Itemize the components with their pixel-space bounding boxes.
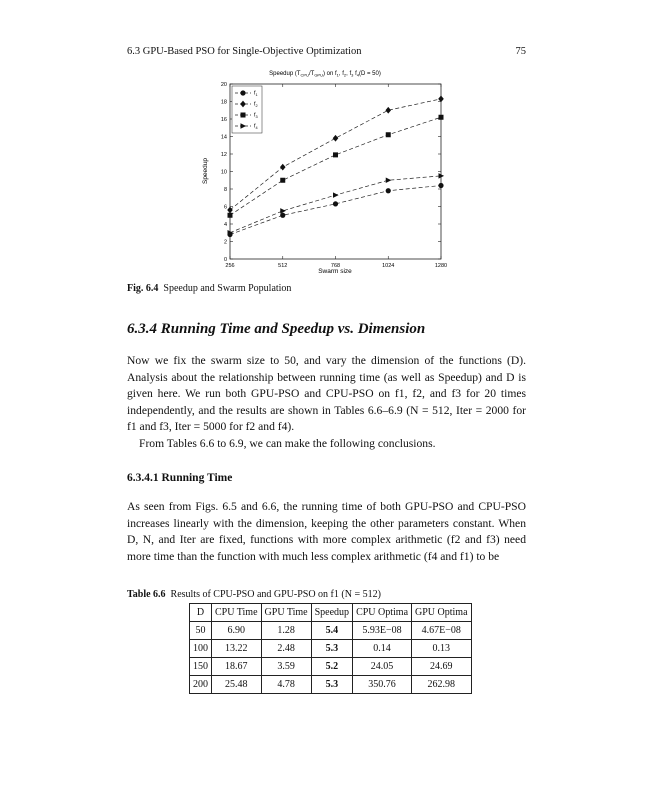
y-axis-label: Speedup [202, 157, 209, 185]
figure-caption [127, 283, 291, 294]
y-tick-label: 20 [220, 82, 227, 88]
table-cell: 5.93E−08 [353, 622, 412, 640]
table-cell: 50 [190, 622, 212, 640]
table-cell: 4.78 [261, 676, 311, 694]
point-circle [333, 201, 338, 206]
legend-label: $f_3$ [254, 112, 258, 120]
y-tick-label: 0 [223, 257, 227, 263]
col-header: CPU Time [212, 604, 262, 622]
x-tick-label: 1024 [382, 263, 395, 269]
legend [232, 86, 262, 133]
table-cell: 0.14 [353, 640, 412, 658]
y-tick-label: 4 [223, 222, 227, 228]
figure-label: Fig. 6.4 [127, 283, 159, 294]
y-tick-label: 10 [220, 169, 227, 176]
y-tick-label: 14 [220, 134, 227, 141]
table-cell: 1.28 [261, 622, 311, 640]
series-line-f1 [230, 186, 441, 235]
legend-label: $f_2$ [254, 101, 258, 109]
point-square [241, 113, 246, 118]
col-header: Speedup [311, 604, 352, 622]
point-square [439, 115, 444, 120]
x-tick-label: 256 [225, 263, 235, 269]
table-cell: 150 [190, 658, 212, 676]
running-head [127, 46, 526, 57]
page-number: 75 [515, 46, 526, 57]
table-cell: 3.59 [261, 658, 311, 676]
point-circle [438, 183, 443, 188]
section-body [127, 353, 526, 452]
col-header: CPU Optima [353, 604, 412, 622]
table-cell: 2.48 [261, 640, 311, 658]
table-row [190, 658, 472, 676]
y-tick-label: 8 [223, 187, 227, 193]
col-header: GPU Time [261, 604, 311, 622]
chart-title: Speedup $(T_{CPU}/T_{GPU})$ on $f_1$, $f_2$, $f_3$ $f_4(D = 50)$ [269, 71, 381, 78]
table-row [190, 622, 472, 640]
point-triangle [386, 177, 392, 183]
table-cell: 5.3 [311, 640, 352, 658]
x-tick-label: 768 [330, 263, 341, 269]
y-tick-label: 6 [223, 204, 227, 211]
table-cell: 100 [190, 640, 212, 658]
x-tick-label: 1280 [434, 263, 448, 269]
figure-caption-text: Speedup and Swarm Population [163, 283, 292, 294]
table-cell: 4.67E−08 [412, 622, 472, 640]
table-cell: 5.4 [311, 622, 352, 640]
point-circle [240, 90, 245, 95]
table-row [190, 676, 472, 694]
table-cell: 25.48 [212, 676, 262, 694]
results-table-wrap [189, 603, 472, 694]
col-header: D [190, 604, 212, 622]
paragraph-3: As seen from Figs. 6.5 and 6.6, the running time of both GPU-PSO and CPU-PSO increases linearly with the dimension, keeping the other parameters constant. When D, N, and Iter are fixed, functions with more complex arithmetic (f2 and f3) need more time than the function with much less complex arithmetic (f4 and f1) to be [127, 500, 526, 563]
table-cell: 24.05 [353, 658, 412, 676]
y-tick-label: 2 [223, 239, 227, 246]
subsection-title: 6.3.4.1 Running Time [127, 472, 233, 484]
point-triangle [333, 192, 339, 198]
col-header: GPU Optima [412, 604, 472, 622]
point-diamond [333, 135, 339, 142]
y-tick-label: 12 [220, 152, 227, 158]
table-cell: 5.3 [311, 676, 352, 694]
point-square [280, 178, 285, 183]
results-table [189, 603, 472, 694]
table-cell: 13.22 [212, 640, 262, 658]
point-square [333, 152, 338, 157]
speedup-chart [195, 64, 455, 279]
y-tick-label: 16 [220, 117, 227, 123]
point-circle [386, 188, 391, 193]
table-cell: 6.90 [212, 622, 262, 640]
table-label: Table 6.6 [127, 589, 166, 600]
table-cell: 200 [190, 676, 212, 694]
point-diamond [280, 164, 286, 171]
table-header-row [190, 604, 472, 622]
table-row [190, 640, 472, 658]
table-cell: 24.69 [412, 658, 472, 676]
table-cell: 5.2 [311, 658, 352, 676]
point-square [228, 213, 233, 218]
table-cell: 0.13 [412, 640, 472, 658]
table-cell: 262.98 [412, 676, 472, 694]
point-circle [280, 213, 285, 218]
section-title: 6.3.4 Running Time and Speedup vs. Dimension [127, 321, 426, 337]
table-cell: 18.67 [212, 658, 262, 676]
table-cell: 350.76 [353, 676, 412, 694]
point-square [386, 132, 391, 137]
subsection-body [127, 499, 526, 565]
point-diamond [385, 107, 391, 114]
table-caption-text: Results of CPU-PSO and GPU-PSO on f1 (N = 512) [170, 589, 381, 600]
legend-label: $f_1$ [254, 90, 258, 98]
running-head-title: 6.3 GPU-Based PSO for Single-Objective Optimization [127, 46, 362, 57]
table-caption [127, 589, 381, 600]
y-tick-label: 18 [220, 99, 227, 106]
x-axis-label: Swarm size [318, 268, 352, 275]
point-diamond [227, 207, 233, 214]
paragraph-2: From Tables 6.6 to 6.9, we can make the following conclusions. [139, 436, 436, 450]
legend-label: $f_4$ [254, 123, 258, 131]
paragraph-1: Now we fix the swarm size to 50, and vary the dimension of the functions (D). Analysis about the relationship between running time (as well as Speedup) and D is given here. We run both GPU-PSO and CPU-PSO on f1, f2, and f3 for 20 times independently, and the results are shown in Tables 6.6–6.9 (N = 512, Iter = 2000 for f1 and f3, Iter = 5000 for f2 and f4). [127, 354, 526, 433]
x-tick-label: 512 [278, 263, 288, 269]
